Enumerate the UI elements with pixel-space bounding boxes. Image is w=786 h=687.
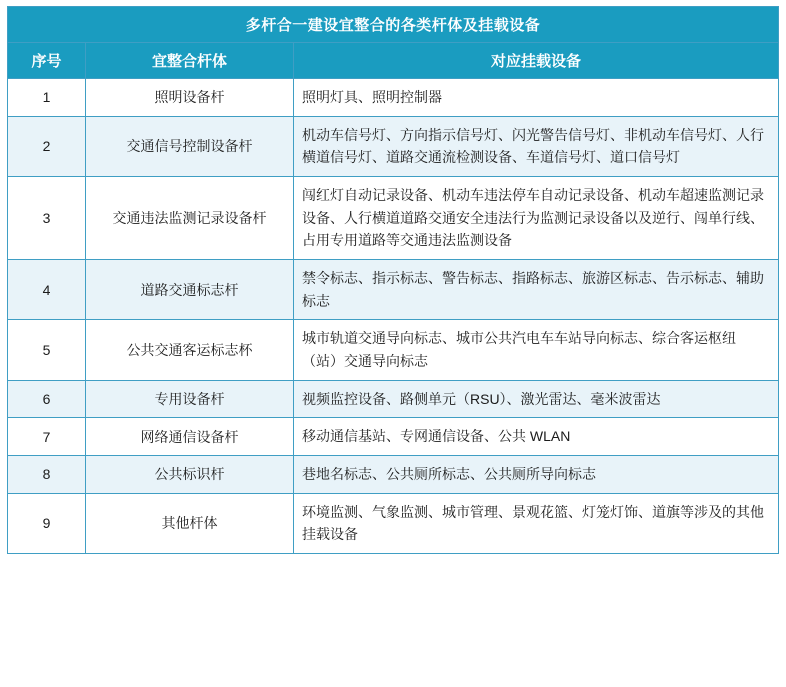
row-devices: 移动通信基站、专网通信设备、公共 WLAN [294, 418, 779, 456]
row-devices: 城市轨道交通导向标志、城市公共汽电车车站导向标志、综合客运枢纽（站）交通导向标志 [294, 320, 779, 380]
row-index: 5 [8, 320, 86, 380]
table-row [8, 380, 779, 418]
table-row [8, 116, 779, 176]
table-row [8, 260, 779, 320]
table-row [8, 320, 779, 380]
table-column-header-row [8, 43, 779, 79]
row-devices: 视频监控设备、路侧单元（RSU）、激光雷达、毫米波雷达 [294, 380, 779, 418]
row-pole: 交通违法监测记录设备杆 [86, 177, 294, 260]
row-devices: 巷地名标志、公共厕所标志、公共厕所导向标志 [294, 456, 779, 494]
row-devices: 照明灯具、照明控制器 [294, 79, 779, 117]
row-index: 7 [8, 418, 86, 456]
row-index: 3 [8, 177, 86, 260]
table-row [8, 79, 779, 117]
row-index: 6 [8, 380, 86, 418]
table-title-row [8, 7, 779, 43]
table-row [8, 456, 779, 494]
row-index: 9 [8, 493, 86, 553]
row-index: 8 [8, 456, 86, 494]
row-pole: 交通信号控制设备杆 [86, 116, 294, 176]
row-devices: 环境监测、气象监测、城市管理、景观花篮、灯笼灯饰、道旗等涉及的其他挂载设备 [294, 493, 779, 553]
row-pole: 专用设备杆 [86, 380, 294, 418]
table-container [7, 6, 779, 554]
row-devices: 闯红灯自动记录设备、机动车违法停车自动记录设备、机动车超速监测记录设备、人行横道道路交通安全违法行为监测记录设备以及逆行、闯单行线、占用专用道路等交通违法监测设备 [294, 177, 779, 260]
row-index: 2 [8, 116, 86, 176]
column-header-devices: 对应挂载设备 [294, 43, 779, 79]
pole-integration-table [7, 6, 779, 554]
table-body [8, 79, 779, 554]
column-header-index: 序号 [8, 43, 86, 79]
row-pole: 公共交通客运标志杯 [86, 320, 294, 380]
column-header-pole: 宜整合杆体 [86, 43, 294, 79]
row-pole: 照明设备杆 [86, 79, 294, 117]
row-pole: 道路交通标志杆 [86, 260, 294, 320]
table-title: 多杆合一建设宜整合的各类杆体及挂载设备 [8, 7, 779, 43]
table-header [8, 7, 779, 79]
row-pole: 公共标识杆 [86, 456, 294, 494]
table-row [8, 493, 779, 553]
table-row [8, 177, 779, 260]
row-pole: 网络通信设备杆 [86, 418, 294, 456]
row-index: 1 [8, 79, 86, 117]
row-pole: 其他杆体 [86, 493, 294, 553]
row-devices: 机动车信号灯、方向指示信号灯、闪光警告信号灯、非机动车信号灯、人行横道信号灯、道路交通流检测设备、车道信号灯、道口信号灯 [294, 116, 779, 176]
row-index: 4 [8, 260, 86, 320]
row-devices: 禁令标志、指示标志、警告标志、指路标志、旅游区标志、告示标志、辅助标志 [294, 260, 779, 320]
table-row [8, 418, 779, 456]
